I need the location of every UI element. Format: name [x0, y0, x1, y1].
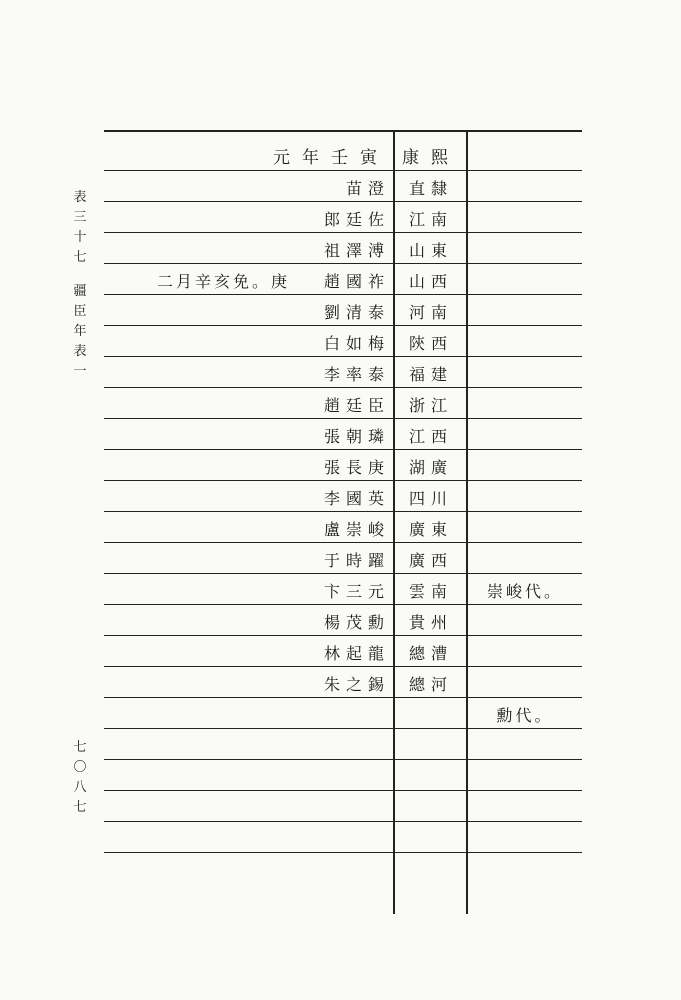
- official-name-cell: 盧崇峻: [323, 519, 390, 539]
- note-cell: [104, 203, 290, 233]
- row-rule: [104, 666, 582, 667]
- row-rule: [104, 604, 582, 605]
- note-cell: [104, 451, 290, 481]
- province-cell: 江西: [408, 426, 453, 446]
- margin-char: 表: [73, 344, 87, 359]
- margin-char: 一: [73, 364, 87, 379]
- page-number-char: 七: [73, 740, 87, 755]
- province-cell: 四川: [408, 488, 453, 508]
- era-header: 康熙: [402, 147, 460, 168]
- province-cell: 貴州: [408, 612, 453, 632]
- province-cell: 福建: [408, 364, 453, 384]
- right-note-cell: [470, 358, 580, 388]
- margin-char: 臣: [73, 304, 87, 319]
- margin-char: 疆: [73, 284, 87, 299]
- official-name-cell: 張朝璘: [323, 426, 390, 446]
- official-name-cell: 白如梅: [323, 333, 390, 353]
- right-note-cell: [470, 420, 580, 450]
- official-name-cell: [290, 699, 390, 729]
- row-rule: [104, 480, 582, 481]
- province-cell: 山西: [408, 271, 453, 291]
- note-cell: [104, 699, 290, 729]
- note-cell: [104, 513, 290, 543]
- row-rule: [104, 635, 582, 636]
- right-note-cell: [470, 451, 580, 481]
- row-rule: [104, 449, 582, 450]
- year-header: 元年壬寅: [273, 147, 389, 168]
- right-note-cell: [470, 544, 580, 574]
- note-cell: [104, 172, 290, 202]
- row-rule: [104, 821, 582, 822]
- province-cell: 浙江: [408, 395, 453, 415]
- official-name-cell: 劉清泰: [323, 302, 390, 322]
- row-rule: [104, 325, 582, 326]
- row-rule: [104, 573, 582, 574]
- note-cell: [104, 575, 290, 605]
- note-cell: [104, 327, 290, 357]
- province-cell: 總河: [408, 674, 453, 694]
- margin-char: 七: [73, 250, 87, 265]
- note-cell: [104, 668, 290, 698]
- margin-char: 表: [73, 190, 87, 205]
- margin-char: 十: [73, 230, 87, 245]
- note-cell: [104, 637, 290, 667]
- note-cell: [104, 234, 290, 264]
- right-note-cell: [470, 513, 580, 543]
- right-note-cell: 崇峻代。: [486, 581, 563, 601]
- column-divider: [393, 130, 395, 914]
- official-name-cell: 朱之錫: [323, 674, 390, 694]
- province-cell: [396, 699, 466, 729]
- right-note-cell: [470, 296, 580, 326]
- right-note-cell: [470, 606, 580, 636]
- right-note-cell: [470, 203, 580, 233]
- province-cell: 山東: [408, 240, 453, 260]
- note-cell: [104, 389, 290, 419]
- province-cell: 江南: [408, 209, 453, 229]
- official-name-cell: 張長庚: [323, 457, 390, 477]
- note-cell: [104, 606, 290, 636]
- table-top-rule: [104, 130, 582, 132]
- row-rule: [104, 232, 582, 233]
- province-cell: 廣東: [408, 519, 453, 539]
- province-cell: 雲南: [408, 581, 453, 601]
- note-cell: [104, 420, 290, 450]
- row-rule: [104, 387, 582, 388]
- province-cell: 陝西: [408, 333, 453, 353]
- province-cell: 河南: [408, 302, 453, 322]
- page-number-char: 八: [73, 780, 87, 795]
- note-cell: [104, 544, 290, 574]
- official-name-cell: 李國英: [323, 488, 390, 508]
- note-cell: [104, 358, 290, 388]
- province-cell: 廣西: [408, 550, 453, 570]
- right-note-cell: [470, 637, 580, 667]
- right-note-cell: [470, 389, 580, 419]
- row-rule: [104, 356, 582, 357]
- official-name-cell: 郎廷佐: [323, 209, 390, 229]
- official-name-cell: 趙國祚: [323, 271, 390, 291]
- page-number-char: 七: [73, 800, 87, 815]
- province-cell: 總漕: [408, 643, 453, 663]
- row-rule: [104, 418, 582, 419]
- page-number-char: 〇: [73, 760, 87, 775]
- row-rule: [104, 201, 582, 202]
- official-name-cell: 楊茂勳: [323, 612, 390, 632]
- right-note-cell: 勳代。: [496, 705, 554, 725]
- right-note-cell: [470, 234, 580, 264]
- note-cell: [104, 482, 290, 512]
- margin-char: 年: [73, 324, 87, 339]
- note-cell: 二月辛亥免。庚: [156, 271, 290, 291]
- row-rule: [104, 697, 582, 698]
- row-rule: [104, 728, 582, 729]
- right-note-cell: [470, 265, 580, 295]
- right-note-cell: [470, 668, 580, 698]
- official-name-cell: 卞三元: [323, 581, 390, 601]
- official-name-cell: 于時躍: [323, 550, 390, 570]
- row-rule: [104, 759, 582, 760]
- column-divider: [466, 130, 468, 914]
- row-rule: [104, 542, 582, 543]
- official-name-cell: 趙廷臣: [323, 395, 390, 415]
- official-name-cell: 祖澤溥: [323, 240, 390, 260]
- province-cell: 湖廣: [408, 457, 453, 477]
- right-note-cell: [470, 482, 580, 512]
- note-cell: [104, 296, 290, 326]
- row-rule: [104, 170, 582, 171]
- row-rule: [104, 511, 582, 512]
- right-note-cell: [470, 172, 580, 202]
- margin-char: 三: [73, 210, 87, 225]
- right-note-cell: [470, 327, 580, 357]
- official-name-cell: 林起龍: [323, 643, 390, 663]
- official-name-cell: 苗澄: [345, 178, 390, 198]
- province-cell: 直隸: [408, 178, 453, 198]
- row-rule: [104, 790, 582, 791]
- row-rule: [104, 263, 582, 264]
- row-rule: [104, 852, 582, 853]
- official-name-cell: 李率泰: [323, 364, 390, 384]
- row-rule: [104, 294, 582, 295]
